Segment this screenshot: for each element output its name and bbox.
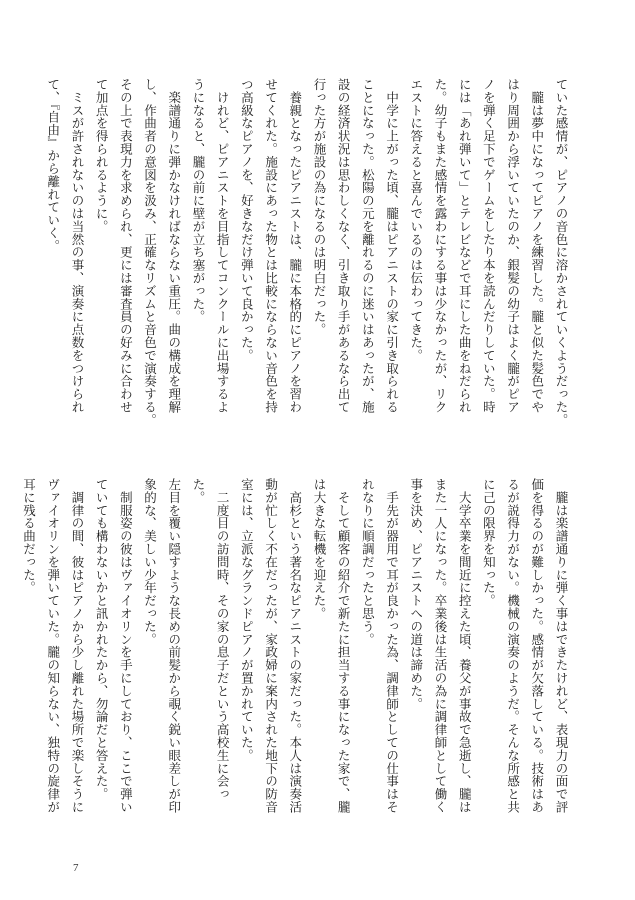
text-line: し、作曲者の意図を汲み、正確なリズムと音色で演奏する。 — [142, 78, 158, 427]
text-line: 設の経済状況は思わしくなく、引き取り手があるなら出て — [336, 78, 352, 414]
text-line: せてくれた。施設にあった物とは比較にならない音色を持 — [263, 78, 279, 414]
text-line: 大学卒業を間近に控えた頃、養父が事故で急逝し、朧は — [457, 478, 473, 814]
text-line: れなりに順調だったと思う。 — [360, 478, 376, 646]
text-line: エストに答えると喜んでいるのは伝わってきた。 — [408, 78, 424, 362]
text-line: て、『自由』から離れていく。 — [45, 78, 61, 253]
text-line: 事を決め、ピアニストへの道は諦めた。 — [408, 478, 424, 711]
text-line: ていても構わないかと訊かれたから、勿論だと答えた。 — [94, 478, 110, 801]
text-line: その上で表現力を求められ、更には審査員の好みに合わせ — [118, 78, 134, 414]
text-line: 中学に上がった頃、朧はピアニストの家に引き取られる — [384, 78, 400, 414]
text-line: ていた感情が、ピアノの音色に溶かされていくようだった。 — [554, 78, 569, 427]
text-line: 調律の間、彼はピアノから少し離れた場所で楽しそうに — [69, 478, 85, 814]
text-line: ことになった。松陽の元を離れるのに迷いはあったが、施 — [360, 78, 376, 414]
text-line: 動が忙しく不在だったが、家政婦に案内された地下の防音 — [263, 478, 279, 814]
text-line: また一人になった。卒業後は生活の為に調律師として働く — [432, 478, 448, 814]
text-line: けれど、ピアニストを目指してコンクールに出場するよ — [215, 78, 231, 414]
text-line: て加点を得られるように。 — [94, 78, 110, 233]
text-line: 室には、立派なグランドピアノが置かれていた。 — [239, 478, 255, 762]
text-line: うになると、朧の前に壁が立ち塞がった。 — [190, 78, 206, 324]
text-line: 象的な、美しい少年だった。 — [142, 478, 158, 646]
text-line: に己の限界を知った。 — [481, 478, 497, 607]
text-line: 高杉という著名なピアニストの家だった。本人は演奏活 — [287, 478, 303, 814]
text-line: 朧は夢中になってピアノを練習した。朧と似た髪色でや — [529, 78, 545, 414]
text-line: るが説得力がない。機械の演奏のようだ。そんな所感と共 — [505, 478, 521, 814]
text-line: そして顧客の紹介で新たに担当する事になった家で、朧 — [336, 478, 352, 814]
text-line: はり周囲から浮いていたのか、銀髪の幼子はよく朧がピア — [505, 78, 521, 414]
text-line: 制服姿の彼はヴァイオリンを手にしており、ここで弾い — [118, 478, 134, 814]
lower-text-block — [21, 478, 573, 818]
text-line: 耳に残る曲だった。 — [21, 478, 37, 595]
page-number: 7 — [73, 862, 79, 874]
text-line: ノを弾く足下でゲームをしたり本を読んだりしていた。時 — [481, 78, 497, 414]
text-line: 左目を覆い隠すような長めの前髪から覗く鋭い眼差しが印 — [166, 478, 182, 814]
upper-text-block — [45, 78, 573, 460]
text-line: ミスが許されないのは当然の事、演奏に点数をつけられ — [69, 78, 85, 414]
text-line: は大きな転機を迎えた。 — [311, 478, 327, 620]
text-line: 養親となったピアニストは、朧に本格的にピアノを習わ — [287, 78, 303, 414]
text-line: 価を得るのが難しかった。感情が欠落している。技術はあ — [529, 478, 545, 814]
text-line: ヴァイオリンを弾いていた。朧の知らない、独特の旋律が — [45, 478, 61, 814]
text-line: には「あれ弾いて」とテレビなどで耳にした曲をねだられ — [457, 78, 473, 414]
text-line: た。幼子もまた感情を露わにする事は少なかったが、リク — [432, 78, 448, 414]
text-line: 朧は楽譜通りに弾く事はできたけれど、表現力の面で評 — [554, 478, 569, 814]
text-line: 二度目の訪問時、その家の息子だという高校生に会った。 — [190, 478, 231, 801]
text-line: 楽譜通りに弾かなければならない重圧。曲の構成を理解 — [166, 78, 182, 414]
text-line: 手先が器用で耳が良かった為、調律師としての仕事はそ — [384, 478, 400, 814]
text-line: 行った方が施設の為になるのは明白だった。 — [311, 78, 327, 336]
text-line: つ高級なピアノを、好きなだけ弾いて良かった。 — [239, 78, 255, 362]
